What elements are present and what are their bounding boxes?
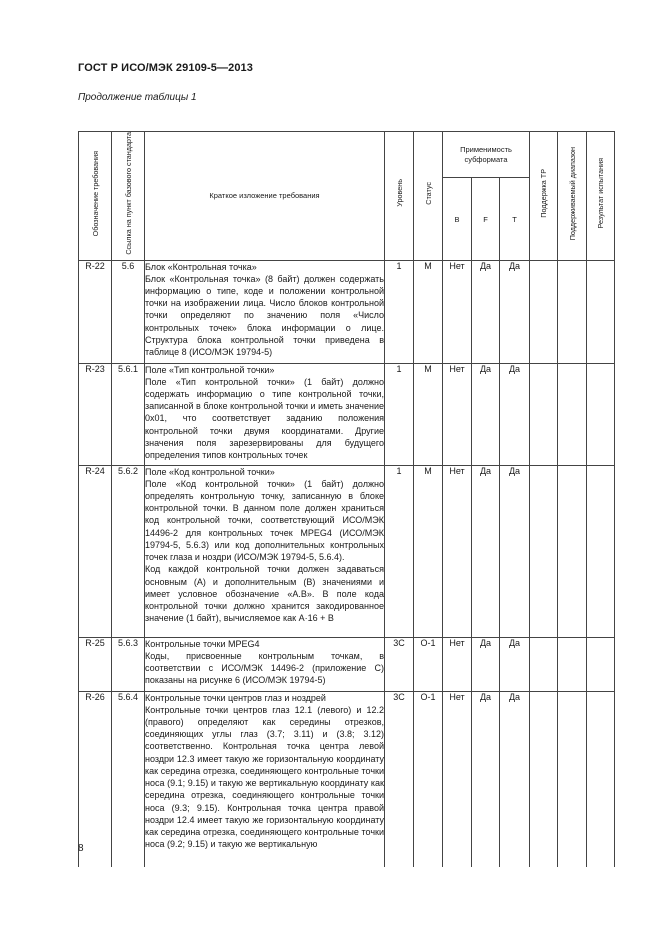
row-supported-range [558,260,587,363]
row-sub-f: Да [472,637,500,691]
row-level: 1 [385,363,414,465]
table-row [79,260,615,363]
row-sub-f: Да [472,260,500,363]
row-supported-range [558,363,587,465]
row-sub-t: Да [500,260,530,363]
row-summary: Контрольные точки центров глаз и ноздрей Контрольные точки центров глаз 12.1 (левого) и 12.2 (правого) определяют как середины отрезков, соединяющих углы глаз (3.7; 3.11) и (3.8; 3.12) соответственно. Контрольная точка центра левой ноздри 12.3 имеет такую же горизонтальную координату как середина отрезка, соединяющего контрольные точки носа (9.1; 9.15) и такую же вертикальную координату как середина отрезка, соединяющего контрольные точки носа (9.3; 9.15). Контрольная точка центра правой ноздри 12.4 имеет такую же горизонтальную координату как середина отрезка, соединяющего контрольные точки носа (9.2; 9.15) и такую же вертикальную [145,691,385,867]
document-title: ГОСТ Р ИСО/МЭК 29109-5—2013 [78,62,253,74]
table-row [79,363,615,465]
col-header-sub-b: B [443,178,472,260]
row-tp-support [530,260,558,363]
col-header-ref: Ссылка на пункт базового стандарта [112,132,145,261]
row-level: 3С [385,637,414,691]
row-sub-b: Нет [443,465,472,637]
requirements-table [78,131,615,867]
row-level: 3С [385,691,414,867]
col-header-level: Уровень [385,132,414,261]
row-ref: 5.6.3 [112,637,145,691]
row-status: M [414,465,443,637]
table-row [79,637,615,691]
row-sub-b: Нет [443,260,472,363]
row-summary: Поле «Тип контрольной точки» Поле «Тип контрольной точки» (1 байт) должно содержать информацию о типе контрольной точки, записанной в блоке контрольной точки и иметь значение 0x01, что соответствует заданию положения контрольной точки двумя координатами. Другие значения поля зарезервированы для будущего определения типов контрольных точек [145,363,385,465]
row-test-result [587,637,615,691]
col-header-sub-f: F [472,178,500,260]
row-status: О-1 [414,637,443,691]
row-id: R-25 [79,637,112,691]
row-summary: Блок «Контрольная точка» Блок «Контрольная точка» (8 байт) должен содержать информацию о типе, коде и положении контрольной точки на изображении лица. Число блоков контрольной точки определяют по значению поля «Число контрольных точек» блока информации о лице. Структура блока контрольной точки приведена в таблице 8 (ИСО/МЭК 19794-5) [145,260,385,363]
col-header-test-result: Результат испытания [587,132,615,261]
row-test-result [587,363,615,465]
row-sub-t: Да [500,691,530,867]
row-ref: 5.6.2 [112,465,145,637]
row-test-result [587,260,615,363]
table-row [79,465,615,637]
row-tp-support [530,363,558,465]
row-sub-f: Да [472,363,500,465]
col-header-summary: Краткое изложение требования [145,132,385,261]
col-header-status: Статус [414,132,443,261]
row-id: R-24 [79,465,112,637]
table-caption: Продолжение таблицы 1 [78,92,197,103]
row-supported-range [558,465,587,637]
row-ref: 5.6.4 [112,691,145,867]
row-id: R-23 [79,363,112,465]
page-number: 8 [78,843,84,854]
row-sub-t: Да [500,363,530,465]
table-row [79,691,615,867]
row-ref: 5.6.1 [112,363,145,465]
col-header-supported-range: Поддерживаемый диапазон [558,132,587,261]
row-tp-support [530,691,558,867]
row-sub-b: Нет [443,691,472,867]
row-ref: 5.6 [112,260,145,363]
row-summary: Поле «Код контрольной точки» Поле «Код контрольной точки» (1 байт) должно определять контрольную точку, записанную в блоке контрольной точки. В данном поле должен храниться код контрольной точки, соответствующий ИСО/МЭК 14496-2 для контрольных точек MPEG4 (ИСО/МЭК 19794-5, 5.6.3) или код дополнительных контрольных точек глаза и ноздри (ИСО/МЭК 19794-5, 5.6.4). Код каждой контрольной точки должен задаваться основным (А) и дополнительным (В) значениями и имеет условное обозначение «А.В». В поле кода контрольной точки должно хранится закодированное значение (1 байт), вычисляемое как А·16 + В [145,465,385,637]
row-sub-f: Да [472,465,500,637]
row-summary: Контрольные точки MPEG4 Коды, присвоенные контрольным точкам, в соответствии с ИСО/МЭК 14496-2 (приложение С) показаны на рисунке 6 (ИСО/МЭК 19794-5) [145,637,385,691]
row-sub-b: Нет [443,637,472,691]
row-tp-support [530,465,558,637]
col-header-sub-t: T [500,178,530,260]
row-sub-b: Нет [443,363,472,465]
row-supported-range [558,691,587,867]
row-id: R-22 [79,260,112,363]
row-sub-t: Да [500,637,530,691]
row-id: R-26 [79,691,112,867]
row-supported-range [558,637,587,691]
row-tp-support [530,637,558,691]
row-status: M [414,363,443,465]
col-header-id: Обозначение требования [79,132,112,261]
col-header-applicability: Применимость субформата [443,132,530,178]
row-status: M [414,260,443,363]
col-header-tp-support: Поддержка ТР [530,132,558,261]
row-sub-f: Да [472,691,500,867]
row-status: О-1 [414,691,443,867]
row-test-result [587,691,615,867]
row-sub-t: Да [500,465,530,637]
row-level: 1 [385,260,414,363]
row-test-result [587,465,615,637]
row-level: 1 [385,465,414,637]
